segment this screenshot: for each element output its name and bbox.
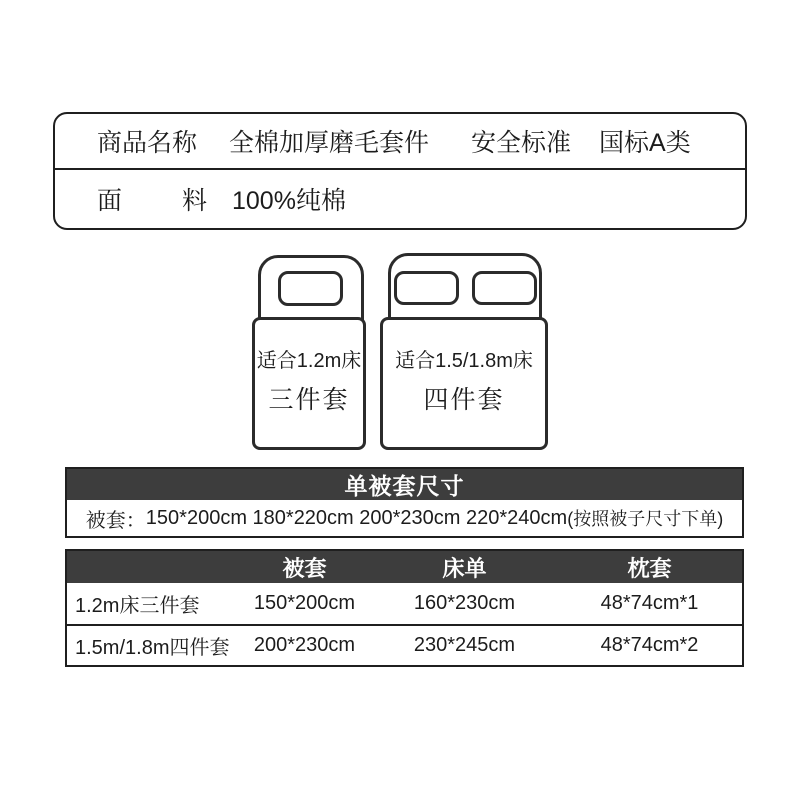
- double-bed-pillow-left-icon: [394, 271, 459, 305]
- fabric-value: 100%纯棉: [232, 187, 346, 215]
- row-pillowcase: 48*74cm*1: [600, 592, 699, 614]
- set-size-table-header: [67, 551, 742, 583]
- set-size-table: [65, 549, 744, 667]
- single-bed-pillow-icon: [278, 271, 343, 306]
- double-bed-fit-label: 适合1.5/1.8m床: [395, 350, 533, 372]
- double-bed-pillow-right-icon: [472, 271, 537, 305]
- row-pillowcase: 48*74cm*2: [600, 634, 699, 656]
- product-info-row-2: [55, 170, 745, 228]
- product-name-label: 商品名称: [97, 129, 198, 157]
- safety-standard-label: 安全标准: [471, 129, 572, 157]
- double-bed-set-label: 四件套: [423, 386, 505, 414]
- product-name-value: 全棉加厚磨毛套件: [229, 129, 430, 157]
- product-info-box: [53, 112, 747, 230]
- header-pillowcase: 枕套: [627, 555, 672, 581]
- row-name: 1.2m床三件套: [75, 595, 200, 617]
- duvet-size-row-sizes: 150*200cm 180*220cm 200*230cm 220*240cm: [145, 506, 568, 529]
- duvet-size-block: [65, 467, 744, 538]
- fabric-label-char-1: 面: [97, 187, 123, 215]
- row-duvet-cover: 150*200cm: [253, 592, 356, 614]
- double-bed-illustration: [380, 317, 548, 450]
- row-duvet-cover: 200*230cm: [253, 634, 356, 656]
- table-row: [67, 624, 742, 665]
- single-bed-illustration: [252, 317, 366, 450]
- duvet-size-row: [67, 500, 742, 536]
- header-duvet-cover: 被套: [282, 555, 327, 581]
- safety-standard-value: 国标A类: [599, 129, 691, 157]
- fabric-label-char-2: 料: [181, 187, 207, 215]
- duvet-size-row-label: 被套：: [85, 509, 146, 532]
- row-bed-sheet: 160*230cm: [413, 592, 516, 614]
- row-bed-sheet: 230*245cm: [413, 634, 516, 656]
- single-bed-fit-label: 适合1.2m床: [256, 350, 362, 372]
- fabric-label: [97, 181, 207, 217]
- duvet-size-row-note: (按照被子尺寸下单): [567, 509, 724, 529]
- product-info-row-1: [55, 114, 745, 170]
- single-bed-set-label: 三件套: [268, 386, 350, 414]
- row-name: 1.5m/1.8m四件套: [75, 637, 230, 659]
- table-row: [67, 583, 742, 624]
- duvet-size-title: 单被套尺寸: [67, 469, 742, 500]
- header-bed-sheet: 床单: [442, 555, 487, 581]
